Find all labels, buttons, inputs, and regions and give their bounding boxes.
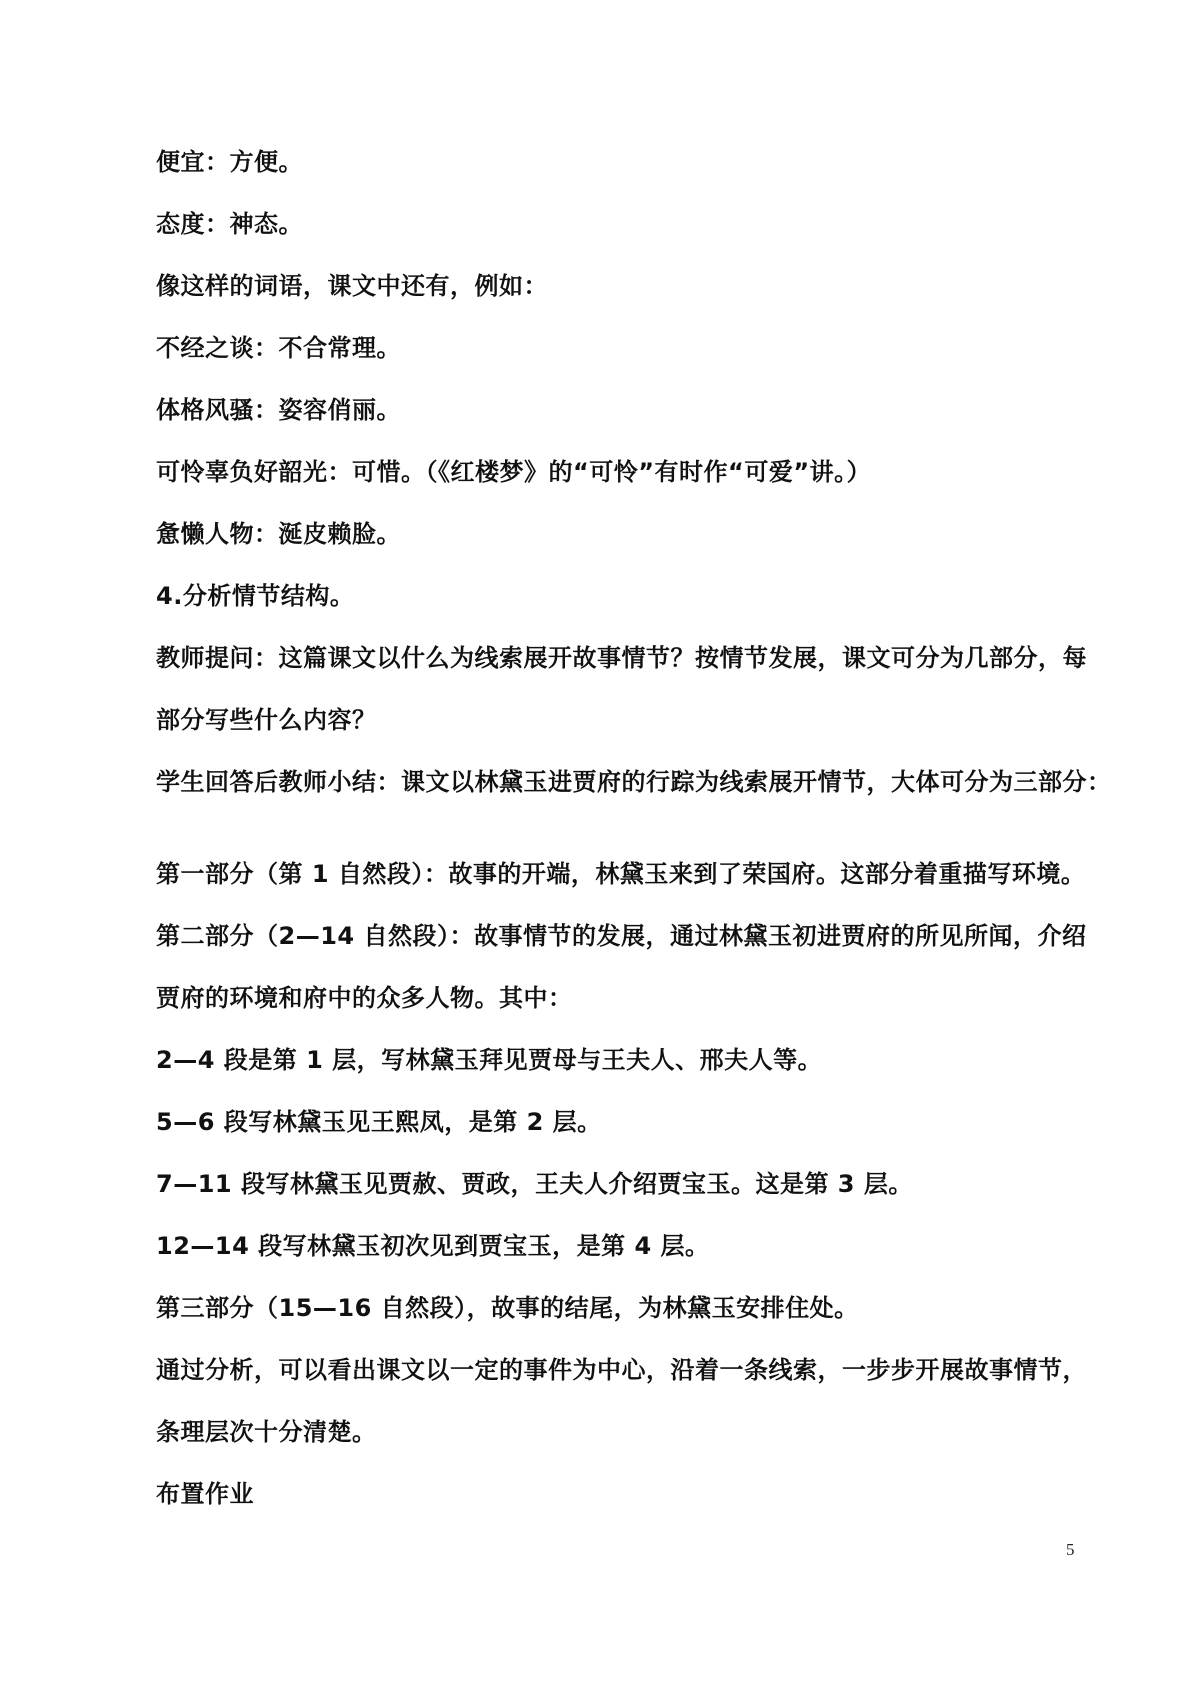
- text-line: 可怜辜负好韶光：可惜。（《红楼梦》的“可怜”有时作“可爱”讲。）: [156, 458, 872, 486]
- text-line: 教师提问：这篇课文以什么为线索展开故事情节？按情节发展，课文可分为几部分，每: [156, 644, 1087, 672]
- text-line: 不经之谈：不合常理。: [156, 334, 401, 362]
- text-line: 惫懒人物：涎皮赖脸。: [156, 520, 401, 548]
- text-line: 部分写些什么内容？: [156, 706, 377, 734]
- text-line: 条理层次十分清楚。: [156, 1418, 377, 1446]
- text-line: 第一部分（第 1 自然段）：故事的开端，林黛玉来到了荣国府。这部分着重描写环境。: [156, 860, 1086, 888]
- text-line: 态度：神态。: [156, 210, 303, 238]
- text-line: 通过分析，可以看出课文以一定的事件为中心，沿着一条线索，一步步开展故事情节，: [156, 1356, 1087, 1384]
- text-line: 学生回答后教师小结：课文以林黛玉进贾府的行踪为线索展开情节，大体可分为三部分：: [156, 768, 1112, 796]
- text-line: 体格风骚：姿容俏丽。: [156, 396, 401, 424]
- text-line: 2—4 段是第 1 层，写林黛玉拜见贾母与王夫人、邢夫人等。: [156, 1046, 823, 1074]
- text-line: 12—14 段写林黛玉初次见到贾宝玉，是第 4 层。: [156, 1232, 710, 1260]
- text-line: 第二部分（2—14 自然段）：故事情节的发展，通过林黛玉初进贾府的所见所闻，介绍: [156, 922, 1087, 950]
- text-line: 5—6 段写林黛玉见王熙凤，是第 2 层。: [156, 1108, 602, 1136]
- text-line: 第三部分（15—16 自然段），故事的结尾，为林黛玉安排住处。: [156, 1294, 859, 1322]
- page-number: 5: [1066, 1540, 1075, 1559]
- text-line: 7—11 段写林黛玉见贾赦、贾政，王夫人介绍贾宝玉。这是第 3 层。: [156, 1170, 913, 1198]
- text-line: 贾府的环境和府中的众多人物。其中：: [156, 984, 573, 1012]
- document-body: [156, 138, 1112, 1532]
- section-heading: 布置作业: [156, 1480, 254, 1508]
- text-line: 便宜：方便。: [156, 148, 303, 176]
- text-line: 像这样的词语，课文中还有，例如：: [156, 272, 548, 300]
- section-heading: 4.分析情节结构。: [156, 582, 355, 610]
